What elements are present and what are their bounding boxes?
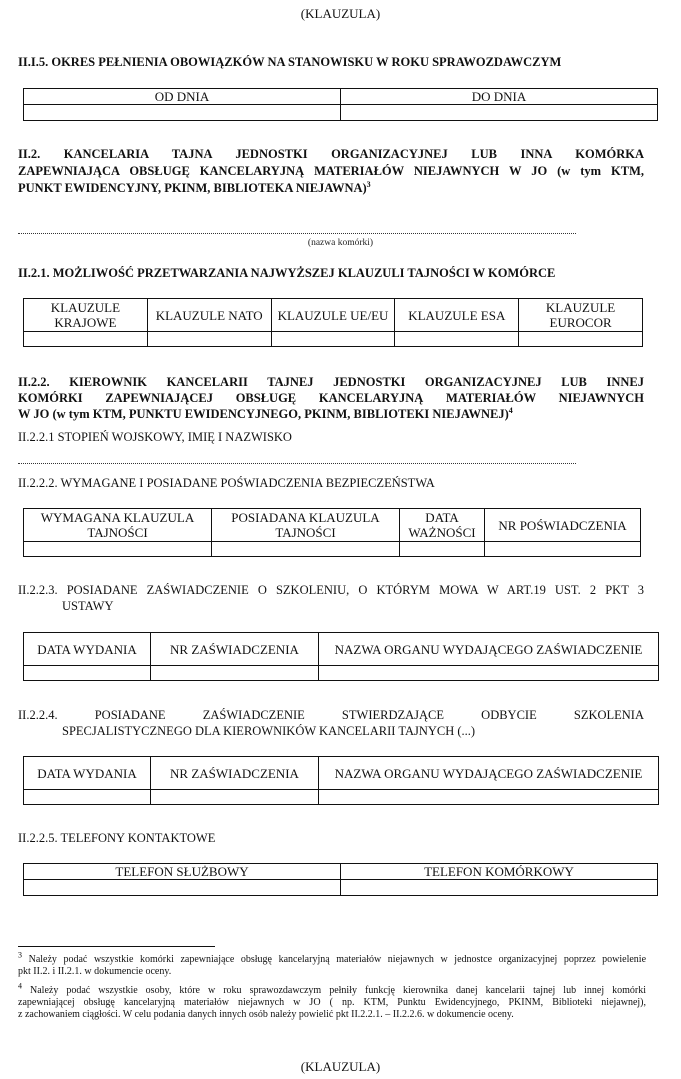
- section-title-ii-2-line1: II.2. KANCELARIA TAJNA JEDNOSTKI ORGANIZACYJNEJ LUB INNA KOMÓRKA: [18, 147, 644, 161]
- table-header: NR ZAŚWIADCZENIA: [151, 633, 319, 666]
- footnote-mark: 4: [18, 981, 22, 991]
- table-header: KLAUZULE KRAJOWE: [24, 299, 148, 332]
- footnote-text: Należy podać wszystkie osoby, które w roku sprawozdawczym pełniły funkcję kierownika danej kancelarii tajnej lub innej komórki: [30, 985, 646, 996]
- table-header: KLAUZULE UE/EU: [271, 299, 395, 332]
- section-title-ii-2-1: II.2.1. MOŻLIWOŚĆ PRZETWARZANIA NAJWYŻSZEJ KLAUZULI TAJNOŚCI W KOMÓRCE: [18, 266, 556, 280]
- section-title-ii-2-2-4-line2: SPECJALISTYCZNEGO DLA KIEROWNIKÓW KANCELARII TAJNYCH (...): [62, 724, 476, 738]
- footnote-text: zapewniającej obsługę kancelaryjną materiałów niejawnych w JO ( np. KTM, Punktu Ewidencyjnego, PKINM, Biblioteki niejawnej),: [18, 997, 646, 1008]
- table-header: NAZWA ORGANU WYDAJĄCEGO ZAŚWIADCZENIE: [319, 633, 659, 666]
- table-cell-input[interactable]: [319, 790, 659, 805]
- footnote-mark: 3: [18, 950, 22, 960]
- specialist-training-table: [23, 756, 659, 805]
- table-header: DATA WYDANIA: [24, 633, 151, 666]
- table-header: TELEFON KOMÓRKOWY: [341, 864, 658, 880]
- section-title-ii-2-2-line3: [18, 407, 513, 422]
- table-cell-input[interactable]: [341, 105, 658, 121]
- table-header: WYMAGANA KLAUZULA TAJNOŚCI: [24, 509, 212, 542]
- section-title-ii-2-line2: ZAPEWNIAJĄCA OBSŁUGĘ KANCELARYJNĄ MATERIAŁÓW NIEJAWNYCH W JO (w tym KTM,: [18, 164, 644, 178]
- table-header: KLAUZULE NATO: [147, 299, 271, 332]
- unit-name-field[interactable]: [18, 233, 576, 234]
- top-classification-label: (KLAUZULA): [300, 6, 381, 21]
- clauses-table: [23, 298, 643, 347]
- table-header: NAZWA ORGANU WYDAJĄCEGO ZAŚWIADCZENIE: [319, 757, 659, 790]
- section-title-ii-i-5: II.I.5. OKRES PEŁNIENIA OBOWIĄZKÓW NA STANOWISKU W ROKU SPRAWOZDAWCZYM: [18, 55, 562, 69]
- table-header: DO DNIA: [341, 89, 658, 105]
- training-certificate-table: [23, 632, 659, 681]
- table-cell-input[interactable]: [151, 666, 319, 681]
- footnote-text: Należy podać wszystkie komórki zapewniające obsługę kancelaryjną materiałów niejawnych w jednostce organizacyjnej poprzez powielenie: [28, 954, 647, 965]
- table-cell-input[interactable]: [341, 880, 658, 896]
- section-title-ii-2-2-3-line1: II.2.2.3. POSIADANE ZAŚWIADCZENIE O SZKOLENIU, O KTÓRYM MOWA W ART.19 UST. 2 PKT 3: [18, 583, 644, 597]
- table-header: NR POŚWIADCZENIA: [485, 509, 641, 542]
- table-header: NR ZAŚWIADCZENIA: [151, 757, 319, 790]
- table-header: KLAUZULE EUROCOR: [519, 299, 643, 332]
- security-clearance-table: [23, 508, 641, 557]
- footnote-text: z zachowaniem ciągłości. W celu podania danych innych osób należy powielić pkt II.2.2.1. – II.2.2.6. w dokumencie oceny.: [18, 1009, 514, 1020]
- section-title-ii-2-2-line1: II.2.2. KIEROWNIK KANCELARII TAJNEJ JEDNOSTKI ORGANIZACYJNEJ LUB INNEJ: [18, 375, 644, 389]
- table-cell-input[interactable]: [395, 332, 519, 347]
- table-header: TELEFON SŁUŻBOWY: [24, 864, 341, 880]
- table-cell-input[interactable]: [24, 880, 341, 896]
- footnote-ref-4: 4: [508, 405, 513, 415]
- rank-name-field[interactable]: [18, 463, 576, 464]
- table-cell-input[interactable]: [151, 790, 319, 805]
- table-cell-input[interactable]: [24, 542, 212, 557]
- table-cell-input[interactable]: [271, 332, 395, 347]
- footnote-ref-3: 3: [366, 179, 371, 189]
- footnote-separator: [18, 946, 215, 947]
- section-title-ii-2-2-1: II.2.2.1 STOPIEŃ WOJSKOWY, IMIĘ I NAZWISKO: [18, 430, 292, 444]
- table-cell-input[interactable]: [212, 542, 400, 557]
- bottom-classification-label: (KLAUZULA): [300, 1059, 381, 1074]
- table-cell-input[interactable]: [24, 332, 148, 347]
- footnote-4: [18, 981, 646, 1021]
- section-title-ii-2-line3-text: PUNKT EWIDENCYJNY, PKINM, BIBLIOTEKA NIEJAWNA): [18, 181, 367, 195]
- table-cell-input[interactable]: [519, 332, 643, 347]
- table-cell-input[interactable]: [485, 542, 641, 557]
- table-cell-input[interactable]: [147, 332, 271, 347]
- section-title-ii-2-2-line3-text: W JO (w tym KTM, PUNKTU EWIDENCYJNEGO, PKINM, BIBLIOTEKI NIEJAWNEJ): [18, 407, 509, 421]
- section-title-ii-2-2-5: II.2.2.5. TELEFONY KONTAKTOWE: [18, 831, 216, 845]
- table-cell-input[interactable]: [400, 542, 485, 557]
- table-header: DATA WAŻNOŚCI: [400, 509, 485, 542]
- section-title-ii-2-2-line2: KOMÓRKI ZAPEWNIAJĄCEJ OBSŁUGĘ KANCELARYJNĄ MATERIAŁÓW NIEJAWNYCH: [18, 391, 644, 405]
- table-cell-input[interactable]: [319, 666, 659, 681]
- table-cell-input[interactable]: [24, 105, 341, 121]
- section-title-ii-2-2-4-line1: II.2.2.4. POSIADANE ZAŚWIADCZENIE STWIERDZAJĄCE ODBYCIE SZKOLENIA: [18, 708, 644, 722]
- footnote-text: pkt II.2. i II.2.1. w dokumencie oceny.: [18, 966, 172, 977]
- footnote-3: [18, 950, 647, 978]
- section-title-ii-2-line3: [18, 181, 371, 196]
- table-cell-input[interactable]: [24, 790, 151, 805]
- section-title-ii-2-2-2: II.2.2.2. WYMAGANE I POSIADANE POŚWIADCZENIA BEZPIECZEŃSTWA: [18, 476, 435, 490]
- table-cell-input[interactable]: [24, 666, 151, 681]
- section-title-ii-2-2-3-line2: USTAWY: [62, 599, 114, 613]
- table-header: DATA WYDANIA: [24, 757, 151, 790]
- phones-table: [23, 863, 658, 896]
- table-header: OD DNIA: [24, 89, 341, 105]
- unit-name-caption: (nazwa komórki): [307, 238, 374, 248]
- table-header: POSIADANA KLAUZULA TAJNOŚCI: [212, 509, 400, 542]
- table-header: KLAUZULE ESA: [395, 299, 519, 332]
- period-table: [23, 88, 658, 121]
